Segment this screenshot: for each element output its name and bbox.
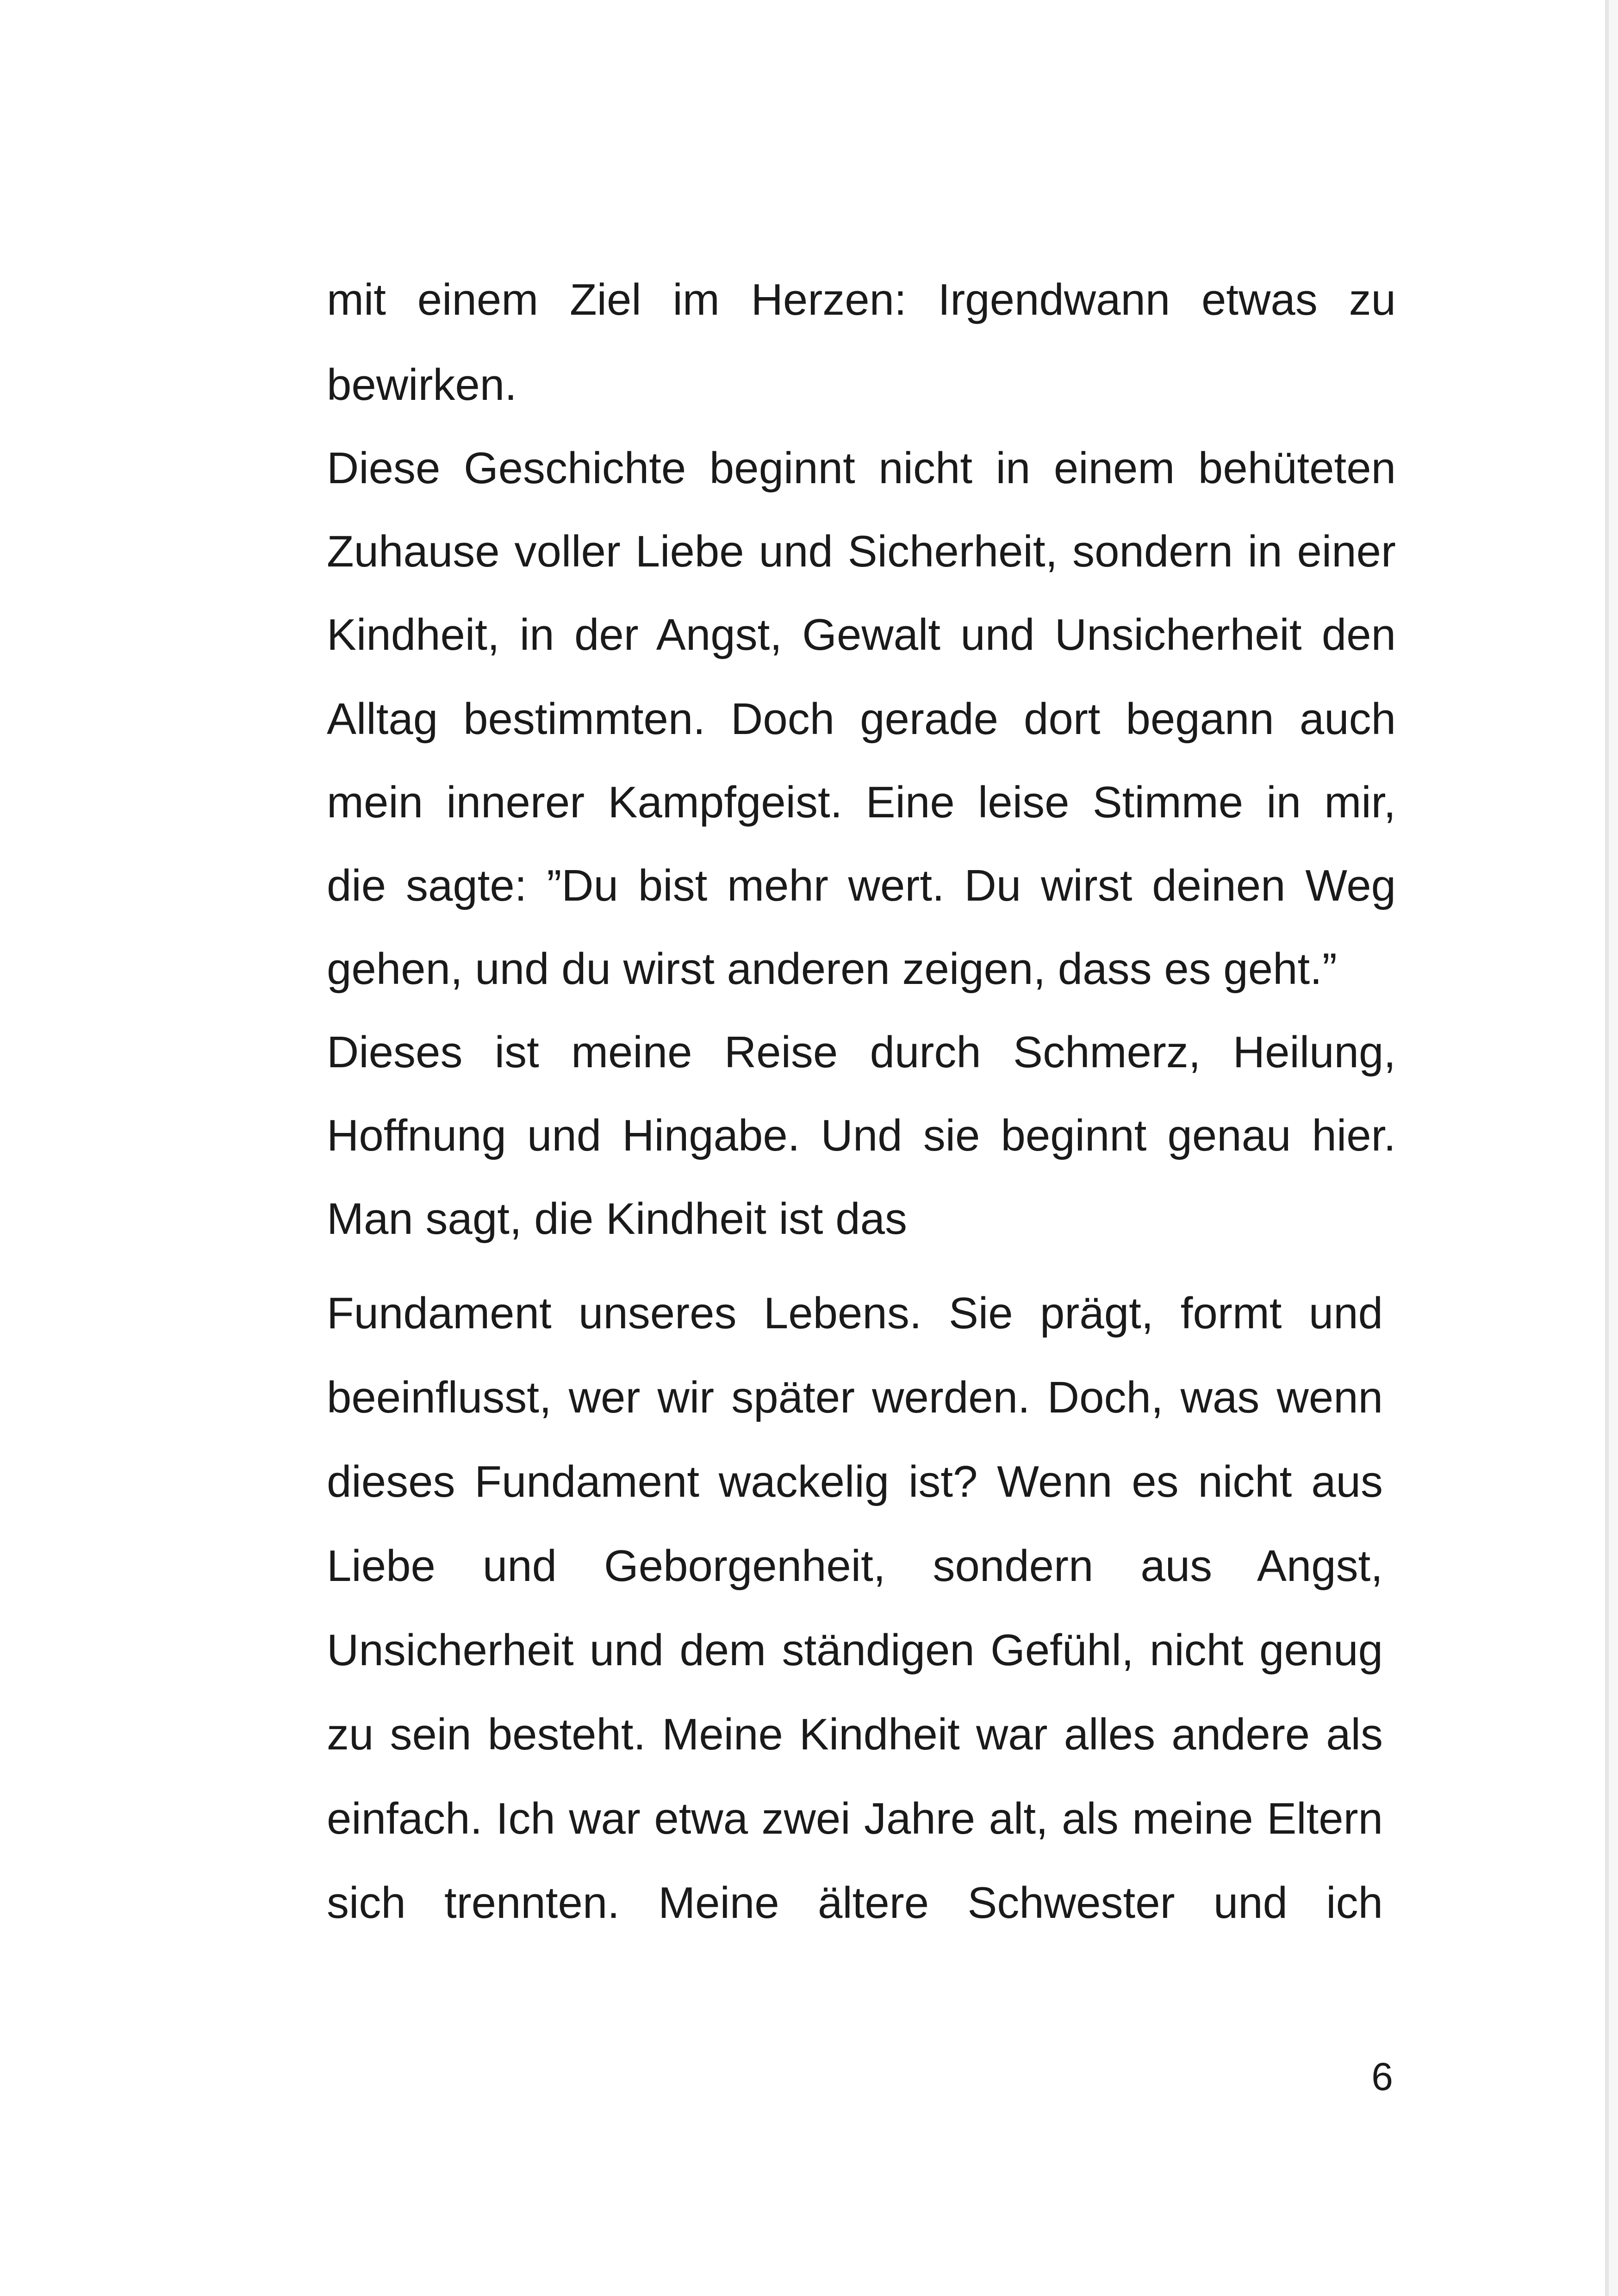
- text-line: dieses Fundament wackelig ist? Wenn es nicht aus: [327, 1457, 1383, 1506]
- text-line: Unsicherheit und dem ständigen Gefühl, nicht genug: [327, 1625, 1383, 1675]
- text-line: Dieses ist meine Reise durch Schmerz, Heilung,: [327, 1027, 1396, 1077]
- text-line: Diese Geschichte beginnt nicht in einem behüteten: [327, 443, 1396, 493]
- page-edge: [1605, 0, 1609, 2296]
- page-number: 6: [1371, 2055, 1393, 2098]
- text-line: Hoffnung und Hingabe. Und sie beginnt genau hier.: [327, 1111, 1396, 1160]
- text-line: Zuhause voller Liebe und Sicherheit, sondern in einer: [327, 527, 1396, 576]
- text-line: beeinflusst, wer wir später werden. Doch, was wenn: [327, 1373, 1383, 1422]
- page-edge-shade: [1609, 0, 1618, 2296]
- text-line: einfach. Ich war etwa zwei Jahre alt, als meine Eltern: [327, 1794, 1383, 1843]
- text-line: die sagte: ”Du bist mehr wert. Du wirst deinen Weg: [327, 861, 1396, 910]
- text-line: mein innerer Kampfgeist. Eine leise Stimme in mir,: [327, 778, 1396, 827]
- text-line: Man sagt, die Kindheit ist das: [327, 1194, 908, 1244]
- text-line: gehen, und du wirst anderen zeigen, dass es geht.”: [327, 944, 1337, 994]
- text-line: Alltag bestimmten. Doch gerade dort begann auch: [327, 694, 1396, 744]
- text-line: Liebe und Geborgenheit, sondern aus Angst,: [327, 1541, 1383, 1591]
- text-line: Fundament unseres Lebens. Sie prägt, formt und: [327, 1288, 1383, 1338]
- text-line: Kindheit, in der Angst, Gewalt und Unsicherheit den: [327, 610, 1396, 660]
- text-line: mit einem Ziel im Herzen: Irgendwann etwas zu: [327, 275, 1396, 324]
- text-line: sich trennten. Meine ältere Schwester und ich: [327, 1878, 1383, 1928]
- text-line: bewirken.: [327, 360, 517, 410]
- text-line: zu sein besteht. Meine Kindheit war alles andere als: [327, 1710, 1383, 1759]
